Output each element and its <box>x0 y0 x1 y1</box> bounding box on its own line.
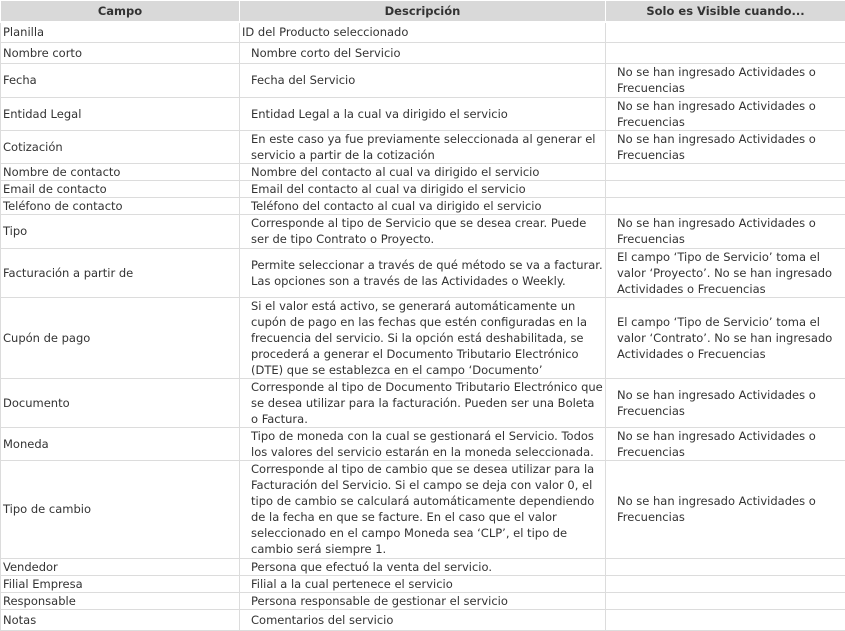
field-cell: Tipo de cambio <box>1 460 240 558</box>
table-row <box>1 592 845 609</box>
table-row <box>1 63 845 97</box>
visible-when-cell: No se han ingresado Actividades o Frecuencias <box>606 63 845 97</box>
table-header-row <box>1 1 845 23</box>
field-cell: Documento <box>1 378 240 427</box>
description-cell: Corresponde al tipo de Servicio que se desea crear. Puede ser de tipo Contrato o Proyecto. <box>240 214 606 248</box>
description-cell: Teléfono del contacto al cual va dirigido el servicio <box>240 197 606 214</box>
field-cell: Filial Empresa <box>1 575 240 592</box>
table-row <box>1 197 845 214</box>
field-cell: Notas <box>1 609 240 630</box>
visible-when-cell: No se han ingresado Actividades o Frecuencias <box>606 460 845 558</box>
field-cell: Cupón de pago <box>1 297 240 378</box>
field-cell: Vendedor <box>1 558 240 575</box>
field-cell: Nombre corto <box>1 42 240 63</box>
visible-when-cell: No se han ingresado Actividades o Frecuencias <box>606 378 845 427</box>
description-cell: Corresponde al tipo de cambio que se desea utilizar para la Facturación del Servicio. Si el campo se deja con valor 0, el tipo de cambio se calculará automáticamente dependiendo de la fecha en que se facture. En el caso que el valor seleccionado en el campo Moneda sea ‘CLP’, el tipo de cambio será siempre 1. <box>240 460 606 558</box>
table-row <box>1 42 845 63</box>
description-cell: Email del contacto al cual va dirigido el servicio <box>240 180 606 197</box>
table-row <box>1 575 845 592</box>
description-cell: Entidad Legal a la cual va dirigido el servicio <box>240 97 606 130</box>
visible-when-cell: No se han ingresado Actividades o Frecuencias <box>606 214 845 248</box>
table-row <box>1 460 845 558</box>
table-row <box>1 22 845 42</box>
visible-when-cell: No se han ingresado Actividades o Frecuencias <box>606 427 845 460</box>
header-descripcion: Descripción <box>240 1 606 23</box>
visible-when-cell <box>606 180 845 197</box>
visible-when-cell <box>606 42 845 63</box>
field-cell: Moneda <box>1 427 240 460</box>
visible-when-cell <box>606 163 845 180</box>
table-row <box>1 163 845 180</box>
visible-when-cell <box>606 22 845 42</box>
field-cell: Fecha <box>1 63 240 97</box>
description-cell: Permite seleccionar a través de qué método se va a facturar. Las opciones son a través de las Actividades o Weekly. <box>240 248 606 297</box>
visible-when-cell: El campo ‘Tipo de Servicio’ toma el valor ‘Proyecto’. No se han ingresado Actividades o Frecuencias <box>606 248 845 297</box>
table-row <box>1 558 845 575</box>
description-cell: Si el valor está activo, se generará automáticamente un cupón de pago en las fechas que estén configuradas en la frecuencia del servicio. Si la opción está deshabilitada, se procederá a generar el Documento Tributario Electrónico (DTE) que se establezca en el campo ‘Documento’ <box>240 297 606 378</box>
visible-when-cell <box>606 197 845 214</box>
description-cell: Corresponde al tipo de Documento Tributario Electrónico que se desea utilizar para la facturación. Pueden ser una Boleta o Factura. <box>240 378 606 427</box>
header-visible: Solo es Visible cuando... <box>606 1 845 23</box>
table-row <box>1 97 845 130</box>
table-row <box>1 180 845 197</box>
field-cell: Facturación a partir de <box>1 248 240 297</box>
visible-when-cell <box>606 592 845 609</box>
visible-when-cell: El campo ‘Tipo de Servicio’ toma el valor ‘Contrato’. No se han ingresado Actividades o Frecuencias <box>606 297 845 378</box>
description-cell: En este caso ya fue previamente seleccionada al generar el servicio a partir de la cotización <box>240 130 606 163</box>
visible-when-cell <box>606 558 845 575</box>
description-cell: Tipo de moneda con la cual se gestionará el Servicio. Todos los valores del servicio estarán en la moneda seleccionada. <box>240 427 606 460</box>
visible-when-cell <box>606 609 845 630</box>
visible-when-cell <box>606 575 845 592</box>
description-cell: Nombre corto del Servicio <box>240 42 606 63</box>
visible-when-cell: No se han ingresado Actividades o Frecuencias <box>606 97 845 130</box>
field-cell: Nombre de contacto <box>1 163 240 180</box>
description-cell: Fecha del Servicio <box>240 63 606 97</box>
table-body <box>1 22 845 630</box>
description-cell: Persona responsable de gestionar el servicio <box>240 592 606 609</box>
description-cell: Comentarios del servicio <box>240 609 606 630</box>
field-cell: Email de contacto <box>1 180 240 197</box>
visible-when-cell: No se han ingresado Actividades o Frecuencias <box>606 130 845 163</box>
header-campo: Campo <box>1 1 240 23</box>
table-row <box>1 378 845 427</box>
description-cell: ID del Producto seleccionado <box>240 22 606 42</box>
table-row <box>1 609 845 630</box>
table-row <box>1 248 845 297</box>
description-cell: Nombre del contacto al cual va dirigido el servicio <box>240 163 606 180</box>
field-cell: Planilla <box>1 22 240 42</box>
table-row <box>1 427 845 460</box>
table-row <box>1 130 845 163</box>
table-row <box>1 214 845 248</box>
field-cell: Cotización <box>1 130 240 163</box>
table-row <box>1 297 845 378</box>
field-cell: Tipo <box>1 214 240 248</box>
field-cell: Entidad Legal <box>1 97 240 130</box>
description-cell: Filial a la cual pertenece el servicio <box>240 575 606 592</box>
field-cell: Responsable <box>1 592 240 609</box>
field-cell: Teléfono de contacto <box>1 197 240 214</box>
description-cell: Persona que efectuó la venta del servicio. <box>240 558 606 575</box>
